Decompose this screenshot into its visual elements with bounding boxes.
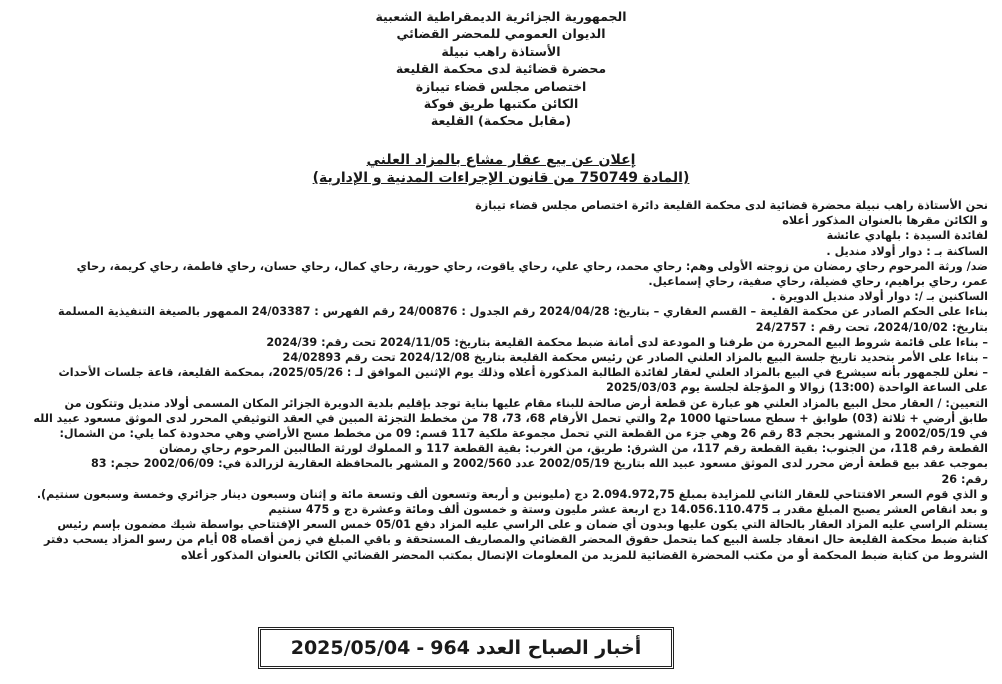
body-line: بناءا على الحكم الصادر عن محكمة القليعة – القسم العقاري – بتاريخ: 2024/04/28 رقم الجدول : 24/00876 رقم الفهرس : 24/03387 الممهور بالصيغة التنفيذية المسلمة (58, 305, 988, 319)
body-line: نحن الأستاذة راهب نبيلة محضرة قضائية لدى محكمة القليعة دائرة اختصاص مجلس قضاء تيبازة (475, 199, 988, 212)
body-line: و بعد انقاص العشر يصبح المبلغ مقدر بـ 14.056.110.475 دج اربعة عشر مليون وستة و خمسون ألف ومائة وعشرة دج و 475 سنتيم (268, 503, 988, 517)
body-line: على الساعة الواحدة (13:00) زوالا و المؤجلة لجلسة يوم 2025/03/03 (606, 381, 988, 395)
header-line-court: محضرة قضائية لدى محكمة القليعة (395, 61, 607, 77)
body-line: – نعلن للجمهور بأنه سيشرع في البيع بالمزاد العلني لعقار لفائدة الطالبة المذكورة أعلاه وذلك يوم الإثنين الموافق لـ : 2025/05/26، بمحكمة القليعة، قاعة جلسات الأحداث (58, 366, 988, 380)
body-line: الساكنة بـ : دوار أولاد منديل . (826, 244, 988, 258)
body-line: لفائدة السيدة : بلهادي عائشة (826, 229, 988, 243)
body-line: في 2002/05/19 و المشهر بحجم 83 رقم 26 وهي جزء من القطعة التي تحمل مجموعة ملكية 117 قسم: 09 من مخطط مسح الأراضي وهي محدودة كما يلي: من الشمال: (59, 427, 988, 441)
body-line: الشروط من كتابة ضبط المحكمة أو من مكتب المحضرة القضائية للمزيد من المعلومات الإتصال بمكتب المحضر القضائي الكائن بالعنوان المذكور أعلاه (181, 548, 988, 562)
issue-date: 2025/05/04 (290, 637, 411, 659)
newspaper-footer (258, 627, 674, 669)
body-line: و الكائن مقرها بالعنوان المذكور أعلاه (782, 214, 988, 228)
newspaper-name: أخبار الصباح العدد (475, 637, 642, 659)
body-line: القطعة رقم 118، من الجنوب: بقية القطعة رقم 117، من الشرق: طريق، من الغرب: بقية القطعة 117 و المملوك لورثة الطالبين المرحوم رحاي رمضان (159, 442, 988, 456)
header-line-country: الجمهورية الجزائرية الديمقراطية الشعبية (375, 9, 627, 24)
body-line: بموجب عقد بيع قطعة أرض محرر لدى الموثق مسعود عبيد الله بتاريخ 2002/05/19 عدد 2002/560 و المشهر بالمحافظة العقارية لزرالدة في: 2002/06/09 حجم: 83 (91, 457, 988, 471)
footer-separator: - (416, 637, 425, 659)
notice-body (14, 198, 988, 563)
issuer-header (0, 8, 1002, 130)
body-line: طابق أرضي + ثلاثة (03) طوابق + سطح مساحتها 1000 م2 والتي تحمل الأرقام 68، 73، 78 من مخطط التجزئة المبين في العقد التوثيقي المحرر لدى الموثق مسعود عبيد الله (33, 411, 988, 425)
notice-title-article: (المادة 750749 من قانون الإجراءات المدنية و الإدارية) (312, 170, 690, 186)
body-line: ضد/ ورثة المرحوم رحاي رمضان من زوجته الأولى وهم: رحاي محمد، رحاي علي، رحاي ياقوت، رحاي حورية، رحاي كمال، رحاي حسان، رحاي فاطمة، رحاي كريمة، رحاي (76, 259, 988, 273)
header-line-address: الكائن مكتبها طريق فوكة (423, 96, 579, 112)
body-line: و الذي قوم السعر الافتتاحي للعقار الثاني للمزايدة بمبلغ 2.094.972,75 دج (مليونين و أربعة وتسعون ألف وتسعة مائة و إثنان وسبعون دينار جزائري وخمسة وسبعون سنتيم). (36, 487, 988, 501)
notice-title (0, 151, 1002, 187)
body-line: – بناءا على الأمر بتحديد تاريخ جلسة البيع بالمزاد العلني الصادر عن رئيس محكمة القليعة بتاريخ 2024/12/08 تحت رقم 24/02893 (282, 351, 988, 365)
body-line: عمر، رحاي براهيم، رحاي فضيلة، رحاي صفية، رحاي إسماعيل. (648, 275, 988, 289)
header-line-bailiff-name: الأستاذة راهب نبيلة (441, 43, 561, 59)
body-line: – بناءا على قائمة شروط البيع المحررة من طرفنا و المودعة لدى أمانة ضبط محكمة القليعة بتاريخ: 2024/11/05 تحت رقم: 2024/39 (266, 335, 988, 349)
header-line-address-note: (مقابل محكمة) القليعة (430, 113, 572, 129)
body-line: يستلم الراسي عليه المزاد العقار بالحالة التي يكون عليها وبدون أي ضمان و على الراسي عليه المزاد دفع 05/01 خمس السعر الإفتتاحي بواسطة شيك مضمون بإسم رئيس (57, 518, 988, 532)
notice-title-main: إعلان عن بيع عقار مشاع بالمزاد العلني (366, 152, 636, 168)
body-line: الساكنين بـ /: دوار أولاد منديل الدويرة . (771, 290, 988, 304)
body-line: رقم: 26 (941, 472, 988, 486)
header-line-office: الديوان العمومي للمحضر القضائي (396, 26, 606, 42)
issue-number: 964 (430, 637, 470, 659)
header-line-jurisdiction: اختصاص مجلس قضاء تيبازة (415, 78, 587, 94)
body-line: بتاريخ: 2024/10/02، تحت رقم : 24/2757 (755, 320, 988, 334)
body-line: كتابة ضبط محكمة القليعة حال انعقاد جلسة البيع كما يتحمل حقوق المحضر القضائي والمصاريف المستحقة و باقي المبلغ في زمن أقصاه 08 أيام من رسو المزاد يسحب دفتر (44, 533, 988, 547)
body-line: التعيين: / العقار محل البيع بالمزاد العلني هو عبارة عن قطعة أرض صالحة للبناء مقام عليها بناية توجد بإقليم بلدية الدويرة الجزائر المكان المسمى أولاد منديل وتتكون من (64, 396, 988, 410)
